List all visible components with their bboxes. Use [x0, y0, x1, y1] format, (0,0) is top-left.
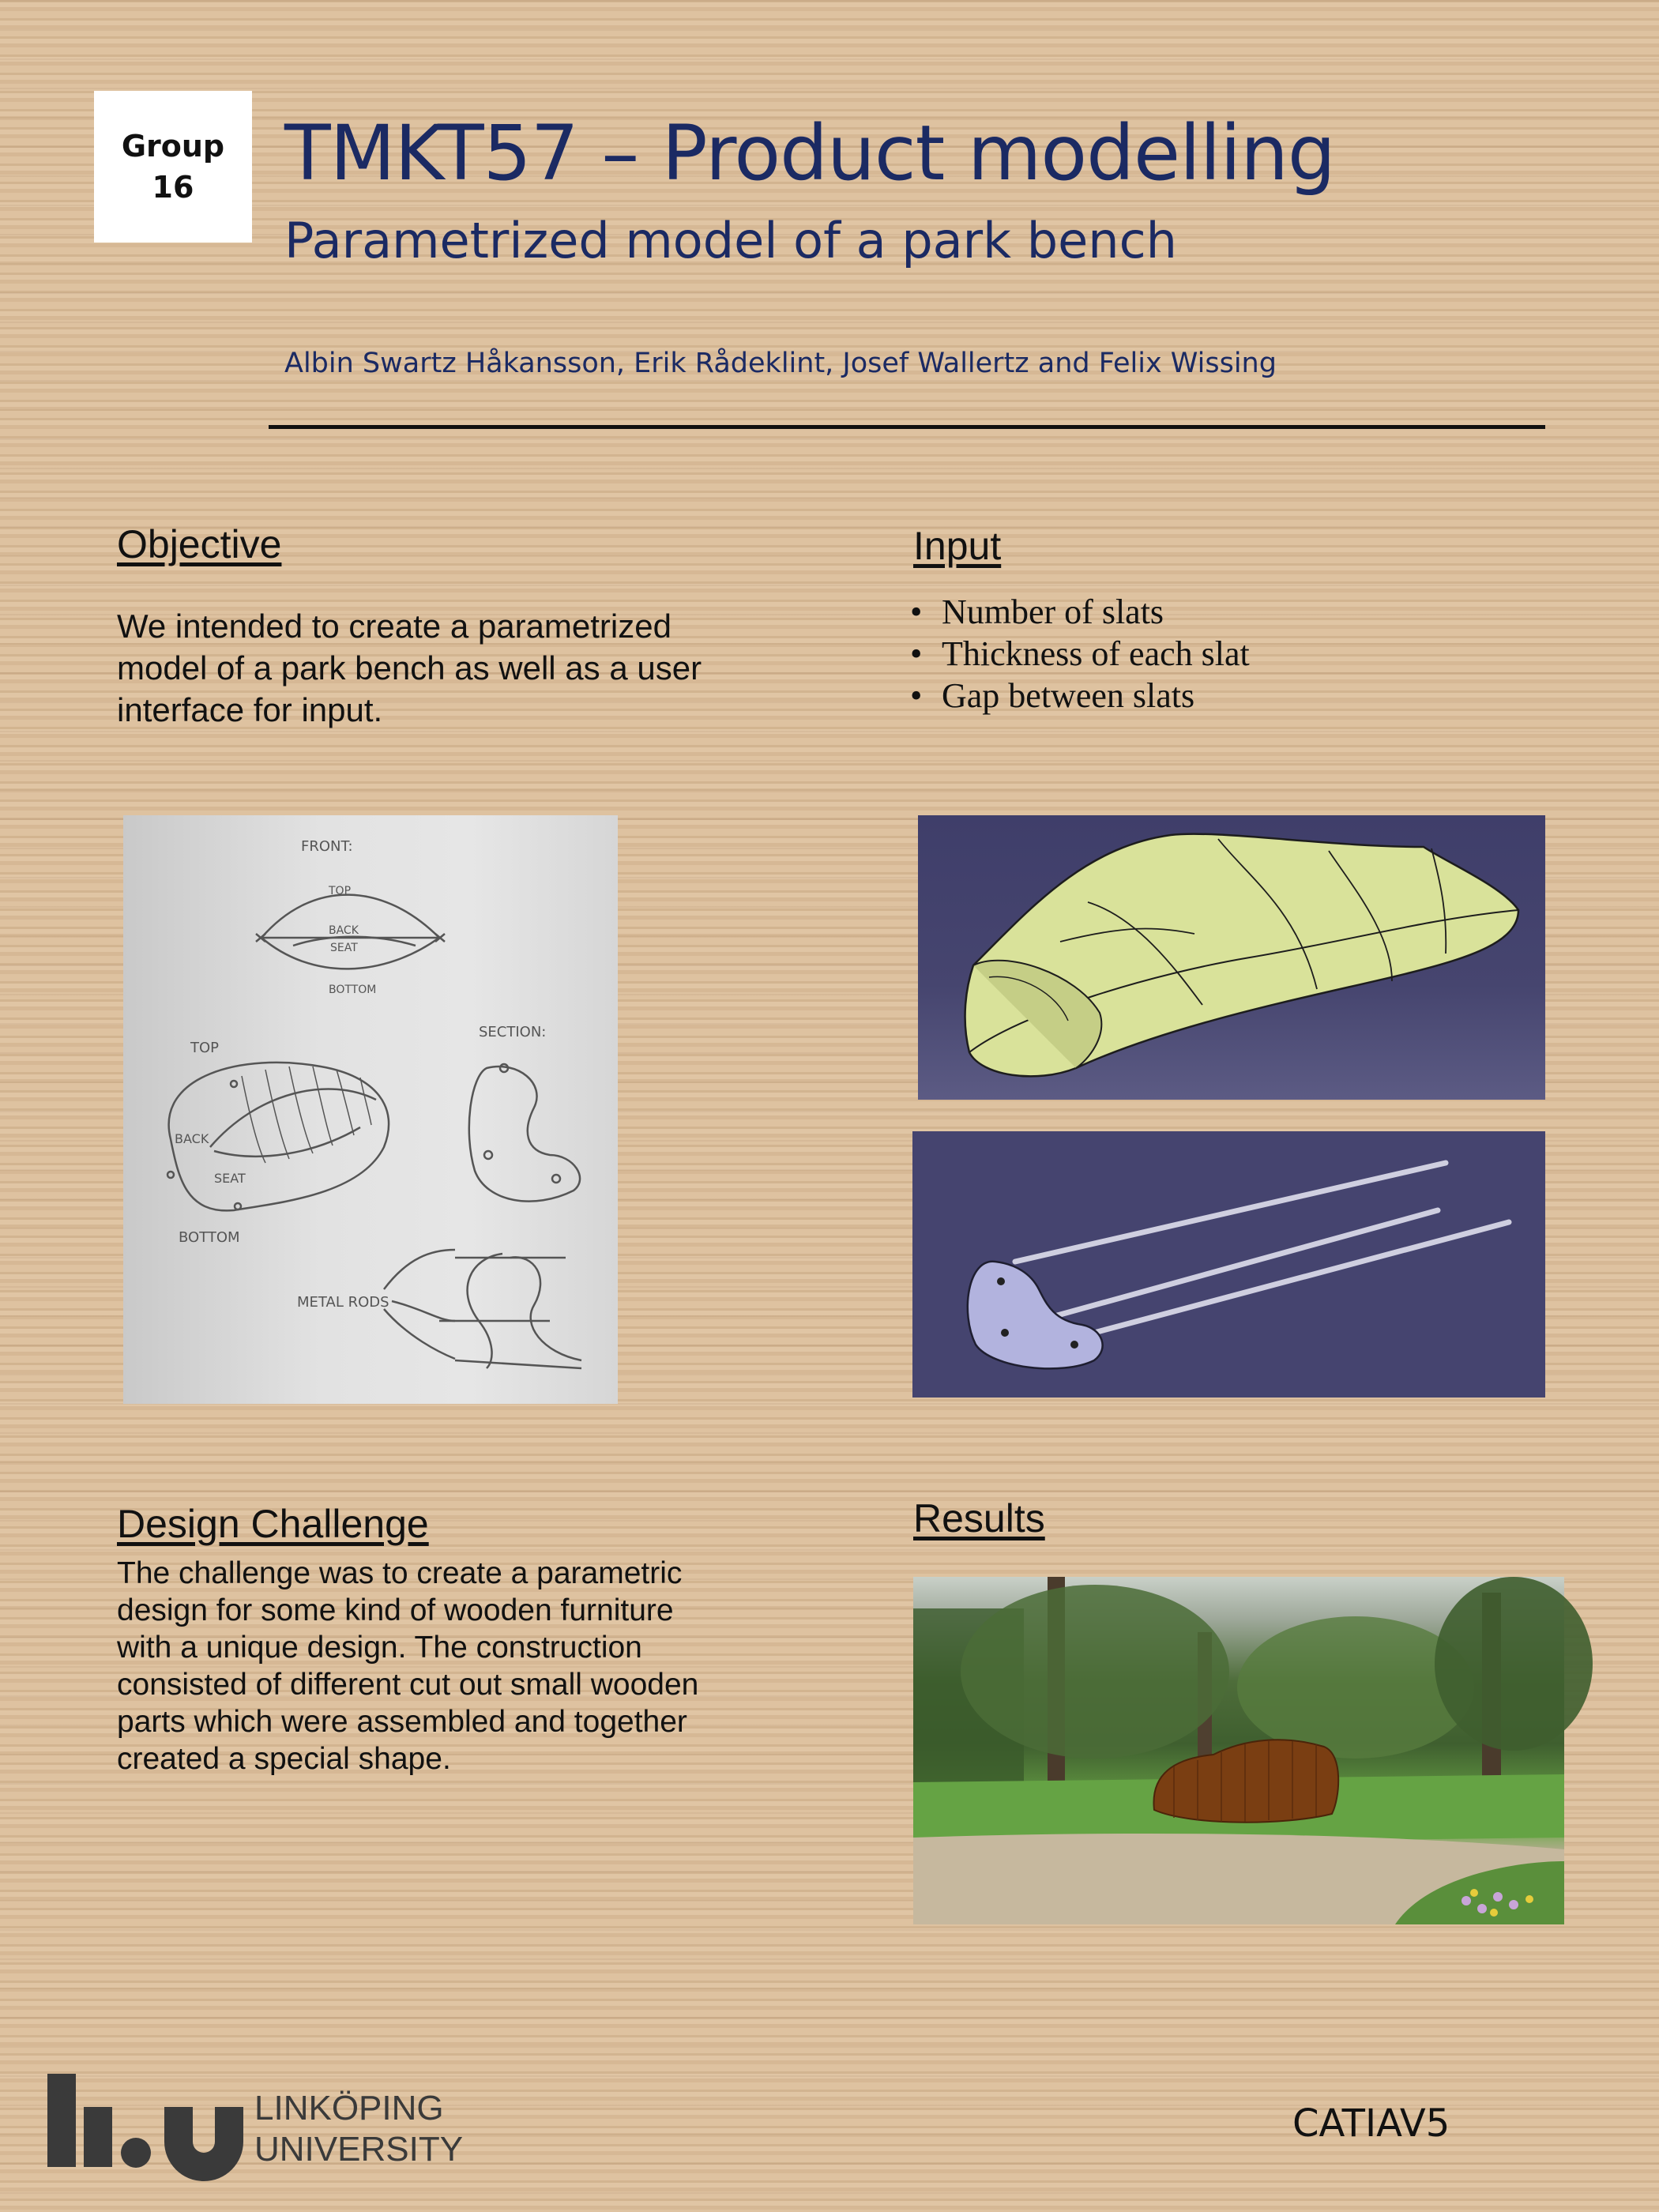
input-item: • Thickness of each slat	[910, 633, 1250, 675]
sketch-label-seat-top: SEAT	[214, 1171, 246, 1186]
authors-line: Albin Swartz Håkansson, Erik Rådeklint, Josef Wallertz and Felix Wissing	[284, 348, 1277, 379]
cad-bench-image	[918, 815, 1545, 1100]
group-badge	[94, 91, 252, 243]
sketch-label-top-view: TOP	[190, 1040, 220, 1056]
header-divider	[269, 425, 1545, 429]
results-photo-drawing	[913, 1577, 1564, 1924]
page-subtitle: Parametrized model of a park bench	[284, 212, 1177, 269]
input-heading: Input	[913, 524, 1002, 568]
sketch-label-section: SECTION:	[479, 1024, 547, 1040]
objective-heading: Objective	[117, 522, 282, 566]
input-list	[910, 591, 1250, 717]
cad-rods-image	[912, 1131, 1545, 1398]
results-photo	[913, 1577, 1564, 1924]
software-label: CATIAV5	[1292, 2101, 1450, 2146]
cad-rods-drawing	[912, 1131, 1545, 1398]
sketch-label-metal-rods: METAL RODS	[297, 1294, 389, 1311]
design-challenge-text: The challenge was to create a parametric design for some kind of wooden furniture with a unique design. The construction consisted of different cut out small wooden parts which were assembled and together created a special shape.	[117, 1556, 699, 1776]
page-title: TMKT57 – Product modelling	[284, 109, 1335, 198]
input-item: • Number of slats	[910, 591, 1250, 633]
sketch-label-bottom: BOTTOM	[329, 984, 377, 996]
group-label: Group	[121, 129, 225, 164]
objective-text: We intended to create a parametrized model of a park bench as well as a user interface for input.	[117, 608, 702, 728]
sketch-label-front: FRONT:	[301, 838, 353, 855]
sketch-label-bottom-top: BOTTOM	[179, 1229, 240, 1246]
sketch-image	[123, 815, 618, 1404]
logo-line-2: UNIVERSITY	[254, 2130, 464, 2169]
logo-line-1: LINKÖPING	[254, 2089, 444, 2127]
results-heading: Results	[913, 1496, 1045, 1540]
cad-bench-drawing	[918, 815, 1545, 1100]
design-challenge-heading: Design Challenge	[117, 1502, 429, 1546]
sketch-label-seat: SEAT	[330, 942, 358, 954]
input-item: • Gap between slats	[910, 675, 1250, 717]
liu-logo-icon	[47, 2074, 464, 2176]
university-logo	[47, 2074, 464, 2180]
group-number: 16	[152, 170, 194, 205]
sketch-label-top: TOP	[329, 885, 352, 897]
sketch-drawing	[123, 815, 618, 1404]
sketch-label-back-top: BACK	[175, 1131, 209, 1146]
sketch-label-back: BACK	[329, 924, 359, 937]
